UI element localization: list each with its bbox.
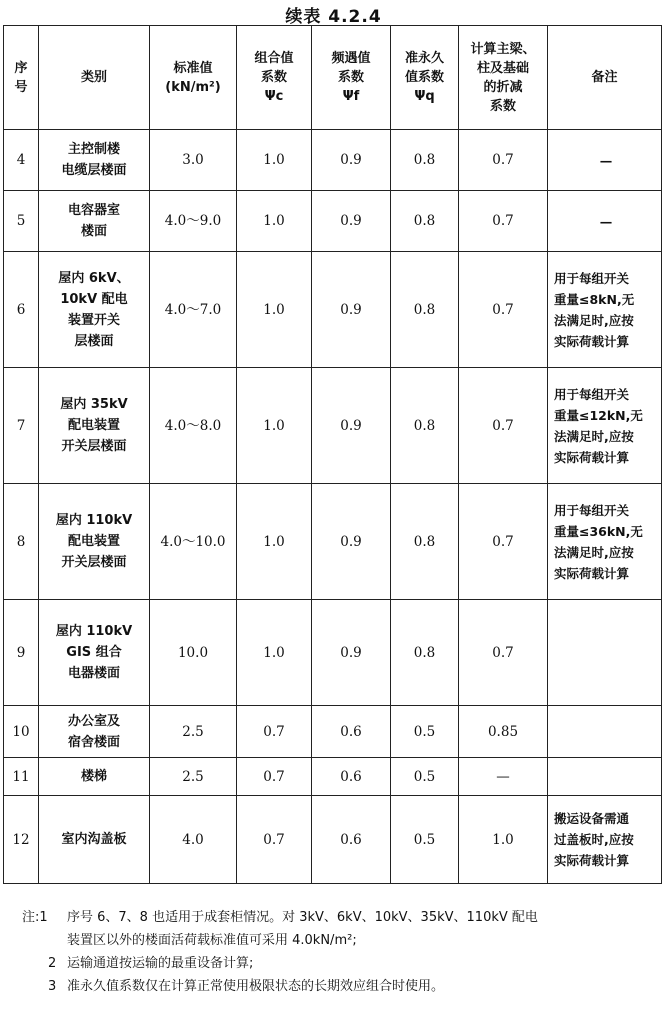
note-3 bbox=[22, 975, 662, 998]
row-reduction-coefficient: 0.7 bbox=[459, 600, 548, 706]
row-category: 办公室及 宿舍楼面 bbox=[39, 706, 150, 758]
note-2-prefix: 2 bbox=[48, 956, 57, 971]
row-number: 5 bbox=[4, 191, 39, 252]
row-remark bbox=[548, 706, 662, 758]
row-reduction-coefficient: 0.85 bbox=[459, 706, 548, 758]
row-number: 11 bbox=[4, 758, 39, 796]
row-frequent-coefficient: 0.9 bbox=[312, 130, 391, 191]
row-combination-coefficient: 1.0 bbox=[237, 368, 312, 484]
row-quasi-permanent-coefficient: 0.5 bbox=[391, 706, 459, 758]
row-quasi-permanent-coefficient: 0.8 bbox=[391, 130, 459, 191]
note-2-text: 运输通道按运输的最重设备计算; bbox=[67, 956, 254, 971]
row-combination-coefficient: 1.0 bbox=[237, 252, 312, 368]
row-number: 6 bbox=[4, 252, 39, 368]
note-3-text: 准永久值系数仅在计算正常使用极限状态的长期效应组合时使用。 bbox=[67, 979, 445, 994]
row-quasi-permanent-coefficient: 0.8 bbox=[391, 252, 459, 368]
row-combination-coefficient: 1.0 bbox=[237, 130, 312, 191]
row-reduction-coefficient: 0.7 bbox=[459, 484, 548, 600]
table-row bbox=[4, 758, 662, 796]
row-combination-coefficient: 1.0 bbox=[237, 191, 312, 252]
row-reduction-coefficient: — bbox=[459, 758, 548, 796]
row-quasi-permanent-coefficient: 0.8 bbox=[391, 368, 459, 484]
row-standard-value: 4.0～10.0 bbox=[150, 484, 237, 600]
row-remark: — bbox=[548, 130, 662, 191]
table-row bbox=[4, 600, 662, 706]
row-frequent-coefficient: 0.9 bbox=[312, 191, 391, 252]
row-quasi-permanent-coefficient: 0.8 bbox=[391, 600, 459, 706]
row-combination-coefficient: 1.0 bbox=[237, 484, 312, 600]
row-number: 8 bbox=[4, 484, 39, 600]
header-cell: 频遇值 系数 Ψf bbox=[312, 26, 391, 130]
header-cell: 准永久 值系数 Ψq bbox=[391, 26, 459, 130]
row-remark: — bbox=[548, 191, 662, 252]
row-frequent-coefficient: 0.6 bbox=[312, 706, 391, 758]
row-category: 屋内 110kV 配电装置 开关层楼面 bbox=[39, 484, 150, 600]
row-combination-coefficient: 0.7 bbox=[237, 758, 312, 796]
row-frequent-coefficient: 0.6 bbox=[312, 758, 391, 796]
table-row bbox=[4, 130, 662, 191]
note-1-text: 序号 6、7、8 也适用于成套柜情况。对 3kV、6kV、10kV、35kV、110kV 配电 bbox=[67, 910, 538, 925]
row-remark: 用于每组开关 重量≤12kN,无 法满足时,应按 实际荷载计算 bbox=[548, 368, 662, 484]
row-reduction-coefficient: 0.7 bbox=[459, 368, 548, 484]
header-cell: 类别 bbox=[39, 26, 150, 130]
table-row bbox=[4, 191, 662, 252]
row-frequent-coefficient: 0.9 bbox=[312, 252, 391, 368]
row-combination-coefficient: 0.7 bbox=[237, 706, 312, 758]
table-row bbox=[4, 706, 662, 758]
row-standard-value: 3.0 bbox=[150, 130, 237, 191]
row-combination-coefficient: 0.7 bbox=[237, 796, 312, 884]
header-cell: 计算主梁、 柱及基础 的折减 系数 bbox=[459, 26, 548, 130]
row-reduction-coefficient: 0.7 bbox=[459, 191, 548, 252]
row-remark: 用于每组开关 重量≤36kN,无 法满足时,应按 实际荷载计算 bbox=[548, 484, 662, 600]
row-remark: 用于每组开关 重量≤8kN,无 法满足时,应按 实际荷载计算 bbox=[548, 252, 662, 368]
row-standard-value: 2.5 bbox=[150, 706, 237, 758]
row-category: 电容器室 楼面 bbox=[39, 191, 150, 252]
row-remark bbox=[548, 758, 662, 796]
table-title: 续表 4.2.4 bbox=[285, 7, 382, 27]
row-remark bbox=[548, 600, 662, 706]
row-remark: 搬运设备需通 过盖板时,应按 实际荷载计算 bbox=[548, 796, 662, 884]
note-2 bbox=[22, 952, 662, 975]
table-header-row bbox=[4, 26, 662, 130]
note-1-prefix: 注:1 bbox=[22, 910, 48, 925]
row-frequent-coefficient: 0.9 bbox=[312, 600, 391, 706]
row-combination-coefficient: 1.0 bbox=[237, 600, 312, 706]
load-table bbox=[3, 25, 662, 884]
row-category: 楼梯 bbox=[39, 758, 150, 796]
row-category: 屋内 6kV、 10kV 配电 装置开关 层楼面 bbox=[39, 252, 150, 368]
table-row bbox=[4, 484, 662, 600]
row-category: 屋内 35kV 配电装置 开关层楼面 bbox=[39, 368, 150, 484]
row-standard-value: 4.0～7.0 bbox=[150, 252, 237, 368]
table-notes bbox=[22, 906, 662, 998]
table-row bbox=[4, 796, 662, 884]
row-standard-value: 10.0 bbox=[150, 600, 237, 706]
row-standard-value: 4.0～8.0 bbox=[150, 368, 237, 484]
row-frequent-coefficient: 0.9 bbox=[312, 484, 391, 600]
row-reduction-coefficient: 0.7 bbox=[459, 252, 548, 368]
table-row bbox=[4, 252, 662, 368]
note-1-line-2: 装置区以外的楼面活荷载标准值可采用 4.0kN/m²; bbox=[67, 933, 357, 948]
table-row bbox=[4, 368, 662, 484]
note-1-line-1 bbox=[22, 906, 662, 929]
row-quasi-permanent-coefficient: 0.8 bbox=[391, 191, 459, 252]
row-number: 4 bbox=[4, 130, 39, 191]
header-cell: 组合值 系数 Ψc bbox=[237, 26, 312, 130]
row-category: 室内沟盖板 bbox=[39, 796, 150, 884]
row-quasi-permanent-coefficient: 0.8 bbox=[391, 484, 459, 600]
header-cell: 备注 bbox=[548, 26, 662, 130]
note-3-prefix: 3 bbox=[48, 979, 57, 994]
row-quasi-permanent-coefficient: 0.5 bbox=[391, 796, 459, 884]
row-standard-value: 2.5 bbox=[150, 758, 237, 796]
row-number: 12 bbox=[4, 796, 39, 884]
row-reduction-coefficient: 0.7 bbox=[459, 130, 548, 191]
row-number: 10 bbox=[4, 706, 39, 758]
row-number: 9 bbox=[4, 600, 39, 706]
row-frequent-coefficient: 0.6 bbox=[312, 796, 391, 884]
header-cell: 标准值 (kN/m²) bbox=[150, 26, 237, 130]
table-body bbox=[4, 130, 662, 884]
row-number: 7 bbox=[4, 368, 39, 484]
row-quasi-permanent-coefficient: 0.5 bbox=[391, 758, 459, 796]
row-standard-value: 4.0～9.0 bbox=[150, 191, 237, 252]
row-frequent-coefficient: 0.9 bbox=[312, 368, 391, 484]
row-standard-value: 4.0 bbox=[150, 796, 237, 884]
row-category: 屋内 110kV GIS 组合 电器楼面 bbox=[39, 600, 150, 706]
row-category: 主控制楼 电缆层楼面 bbox=[39, 130, 150, 191]
row-reduction-coefficient: 1.0 bbox=[459, 796, 548, 884]
header-cell: 序 号 bbox=[4, 26, 39, 130]
